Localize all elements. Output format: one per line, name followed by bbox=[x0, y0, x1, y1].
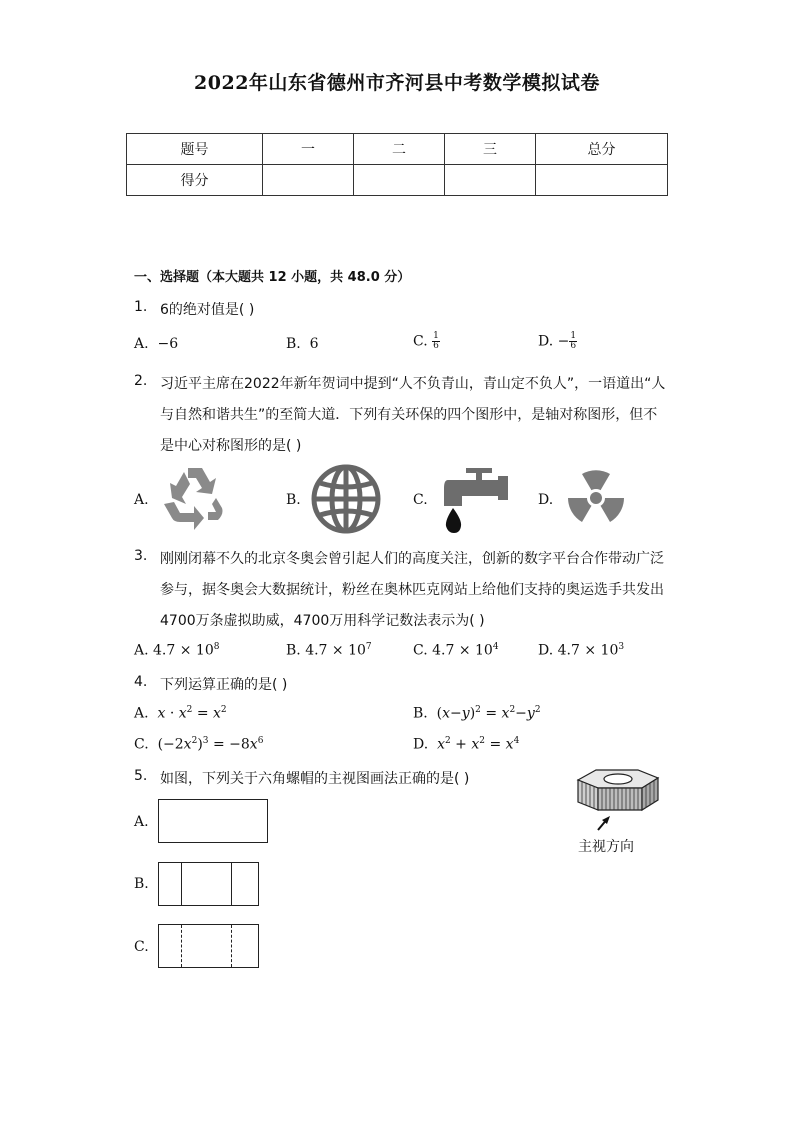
question-number: 3. bbox=[134, 548, 148, 564]
option-value: 6 bbox=[309, 336, 319, 352]
score-cell[interactable] bbox=[445, 165, 536, 196]
option-a[interactable]: A. $4.7 \times 10^8$ bbox=[134, 642, 220, 659]
section-heading: 一、选择题（本大题共 12 小题，共 48.0 分） bbox=[134, 270, 411, 285]
option-label: C. bbox=[413, 333, 428, 350]
header-cell: 三 bbox=[445, 134, 536, 165]
question-line: 4700万条虚拟助威，4700万用科学记数法表示为( ) bbox=[160, 613, 485, 629]
front-view-option-b[interactable] bbox=[158, 862, 259, 906]
option-c[interactable]: C. $4.7 \times 10^4$ bbox=[413, 642, 499, 659]
option-label[interactable]: A. bbox=[134, 814, 149, 830]
score-cell[interactable] bbox=[263, 165, 354, 196]
option-label[interactable]: C. bbox=[134, 939, 149, 955]
option-a[interactable] bbox=[134, 336, 178, 352]
option-label: D. bbox=[538, 333, 554, 350]
option-b[interactable] bbox=[286, 336, 319, 352]
option-d[interactable]: D. $x^2 + x^2 = x^4$ bbox=[413, 736, 520, 753]
option-label[interactable]: C. bbox=[413, 492, 428, 508]
question-stem: 6的绝对值是( ) bbox=[160, 302, 255, 318]
option-c[interactable] bbox=[413, 332, 440, 351]
option-label[interactable]: D. bbox=[538, 492, 554, 508]
hidden-edge-line bbox=[231, 925, 232, 967]
edge-line bbox=[231, 863, 232, 905]
question-line: 习近平主席在2022年新年贺词中提到“人不负青山，青山定不负人”，一语道出“人 bbox=[160, 376, 666, 392]
front-view-option-a[interactable] bbox=[158, 799, 268, 843]
front-view-option-c[interactable] bbox=[158, 924, 259, 968]
question-stem: 下列运算正确的是( ) bbox=[160, 677, 288, 693]
question-number: 2. bbox=[134, 373, 148, 389]
option-label[interactable]: B. bbox=[134, 876, 149, 892]
option-label[interactable]: B. bbox=[286, 492, 301, 508]
score-cell[interactable] bbox=[536, 165, 668, 196]
option-b[interactable]: B. $(x-y)^2 = x^2-y^2$ bbox=[413, 705, 541, 722]
score-table-header-row bbox=[127, 134, 668, 165]
question-number: 4. bbox=[134, 674, 148, 690]
score-row-label: 得分 bbox=[127, 165, 263, 196]
globe-icon bbox=[308, 463, 384, 535]
question-line: 参与，据冬奥会大数据统计，粉丝在奥林匹克网站上给他们支持的奥运选手共发出 bbox=[160, 582, 664, 598]
question-line: 刚刚闭幕不久的北京冬奥会曾引起人们的高度关注，创新的数字平台合作带动广泛 bbox=[160, 551, 664, 567]
arrow-icon bbox=[594, 814, 614, 834]
hex-nut-figure bbox=[574, 764, 664, 824]
score-table bbox=[126, 133, 668, 196]
page-title: 2022年山东省德州市齐河县中考数学模拟试卷 bbox=[194, 72, 600, 94]
fraction: $\frac{1}{6}$ bbox=[433, 331, 439, 351]
radiation-icon bbox=[562, 464, 630, 532]
option-d[interactable]: D. − $\frac{1}{6}$ bbox=[538, 331, 577, 351]
option-c[interactable]: C. $(-2x^2)^3 = -8x^6$ bbox=[134, 736, 264, 753]
option-d[interactable]: D. $4.7 \times 10^3$ bbox=[538, 642, 625, 659]
question-line: 是中心对称图形的是( ) bbox=[160, 438, 302, 454]
option-b[interactable]: B. $4.7 \times 10^7$ bbox=[286, 642, 372, 659]
faucet-icon bbox=[436, 466, 510, 534]
question-line: 与自然和谐共生”的至简大道．下列有关环保的四个图形中，是轴对称图形，但不 bbox=[160, 407, 658, 423]
question-number: 1. bbox=[134, 299, 148, 315]
header-cell: 题号 bbox=[127, 134, 263, 165]
option-label[interactable]: A. bbox=[134, 492, 149, 508]
header-cell: 一 bbox=[263, 134, 354, 165]
hidden-edge-line bbox=[181, 925, 182, 967]
header-cell: 总分 bbox=[536, 134, 668, 165]
question-stem: 如图，下列关于六角螺帽的主视图画法正确的是( ) bbox=[160, 771, 470, 787]
option-label: A. bbox=[134, 336, 149, 352]
edge-line bbox=[181, 863, 182, 905]
score-table-score-row bbox=[127, 165, 668, 196]
option-a[interactable]: A. $x \cdot x^2 = x^2$ bbox=[134, 705, 227, 722]
view-direction-label: 主视方向 bbox=[578, 839, 634, 855]
header-cell: 二 bbox=[354, 134, 445, 165]
question-number: 5. bbox=[134, 768, 148, 784]
option-label: B. bbox=[286, 336, 301, 352]
recycle-icon bbox=[158, 464, 230, 532]
option-value: −6 bbox=[157, 336, 179, 352]
score-cell[interactable] bbox=[354, 165, 445, 196]
fraction: $\frac{1}{6}$ bbox=[570, 331, 577, 351]
